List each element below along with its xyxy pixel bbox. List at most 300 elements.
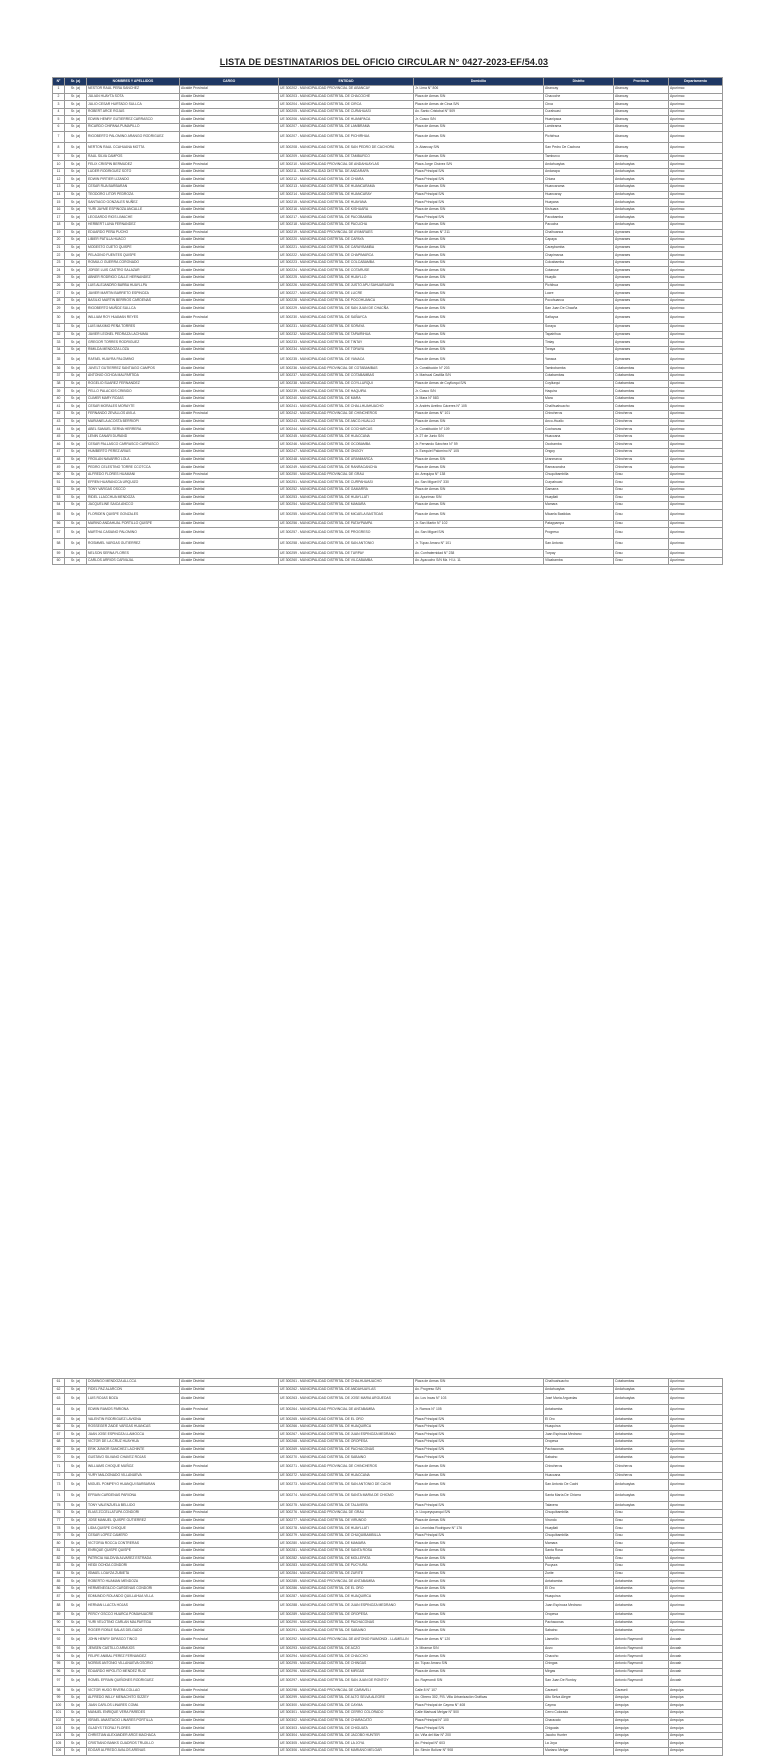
cell-name: JOSE MANUEL QUISPE GUTIERREZ <box>87 1517 180 1525</box>
cell-entidad: UE 300300 - MUNICIPALIDAD DISTRITAL DE CAYMA <box>279 1702 414 1710</box>
cell-domicilio: Plaza Principal S/N <box>414 1532 544 1540</box>
cell-distrito: Lambrama <box>544 123 614 131</box>
cell-number: 33 <box>53 339 65 347</box>
cell-departamento: Apurímac <box>669 153 723 161</box>
cell-provincia: Grau <box>614 1555 669 1563</box>
cell-entidad: UE 300242 - MUNICIPALIDAD PROVINCIAL DE CHINCHEROS <box>279 410 414 418</box>
cell-provincia: Grau <box>614 1509 669 1517</box>
document-page-1 <box>0 0 768 590</box>
cell-provincia: Aymaraes <box>614 275 669 283</box>
cell-title: Sr. (a) <box>65 1725 87 1733</box>
cell-number: 98 <box>53 1687 65 1695</box>
cell-distrito: Chalhuahuacho <box>544 1379 614 1387</box>
cell-title: Sr. (a) <box>65 509 87 520</box>
table-row <box>53 244 723 252</box>
cell-entidad: UE 300205 - MUNICIPALIDAD DISTRITAL DE CURAHUASI <box>279 108 414 116</box>
cell-domicilio: Plaza de Armas S/N <box>414 1619 544 1627</box>
cell-entidad: UE 300263 - MUNICIPALIDAD DISTRITAL DE JOSE MARIA ARGUEDAS <box>279 1394 414 1405</box>
cell-distrito: Andahuaylas <box>544 1386 614 1394</box>
cell-name: HERBERT LUNA FERNANDEZ <box>87 221 180 229</box>
cell-provincia: Grau <box>614 520 669 528</box>
cell-entidad: UE 300252 - MUNICIPALIDAD DISTRITAL DE GAMARRA <box>279 486 414 494</box>
cell-departamento: Apurímac <box>669 116 723 124</box>
cell-departamento: Apurímac <box>669 229 723 237</box>
cell-entidad: UE 300301 - MUNICIPALIDAD DISTRITAL DE CERRO COLORADO <box>279 1710 414 1718</box>
table-row <box>53 1438 723 1446</box>
table-row <box>53 93 723 101</box>
cell-departamento: Apurímac <box>669 1438 723 1446</box>
cell-entidad: UE 300220 - MUNICIPALIDAD DISTRITAL DE CAPAYA <box>279 237 414 245</box>
cell-entidad: UE 300294 - MUNICIPALIDAD DISTRITAL DE CHACCHO <box>279 1653 414 1661</box>
cell-number: 51 <box>53 479 65 487</box>
cell-cargo: Alcalde Distrital <box>180 252 279 260</box>
cell-provincia: Abancay <box>614 101 669 109</box>
cell-departamento: Apurímac <box>669 123 723 131</box>
cell-cargo: Alcalde Distrital <box>180 441 279 449</box>
cell-number: 81 <box>53 1547 65 1555</box>
cell-provincia: Aymaraes <box>614 305 669 313</box>
cell-title: Sr. (a) <box>65 206 87 214</box>
cell-departamento: Apurímac <box>669 282 723 290</box>
cell-cargo: Alcalde Distrital <box>180 509 279 520</box>
table-row <box>53 1747 723 1755</box>
cell-cargo: Alcalde Distrital <box>180 1423 279 1431</box>
cell-distrito: Huayllo <box>544 275 614 283</box>
table-row <box>53 214 723 222</box>
cell-name: LEOGARDO RIOS LIMACHE <box>87 214 180 222</box>
cell-cargo: Alcalde Distrital <box>180 244 279 252</box>
cell-cargo: Alcalde Distrital <box>180 1619 279 1627</box>
cell-departamento: Apurímac <box>669 502 723 510</box>
cell-departamento: Arequipa <box>669 1725 723 1733</box>
cell-distrito: Huayana <box>544 199 614 207</box>
cell-number: 57 <box>53 528 65 539</box>
cell-name: PEDRO CELESTINO TORRE CCOTCCA <box>87 464 180 472</box>
cell-cargo: Alcalde Distrital <box>180 297 279 305</box>
cell-entidad: UE 300227 - MUNICIPALIDAD DISTRITAL DE LUCRE <box>279 290 414 298</box>
cell-entidad: UE 300260 - MUNICIPALIDAD DISTRITAL DE VILCABAMBA <box>279 557 414 565</box>
cell-cargo: Alcalde Distrital <box>180 433 279 441</box>
cell-title: Sr. (a) <box>65 1438 87 1446</box>
cell-cargo: Alcalde Provincial <box>180 229 279 237</box>
cell-entidad: UE 300305 - MUNICIPALIDAD DISTRITAL DE LA JOYA <box>279 1740 414 1748</box>
cell-domicilio: Plaza Principal S/N <box>414 1446 544 1454</box>
cell-provincia: Arequipa <box>614 1747 669 1755</box>
cell-number: 28 <box>53 297 65 305</box>
cell-domicilio: Jr. Constitución N° 109 <box>414 426 544 434</box>
cell-departamento: Apurímac <box>669 1578 723 1586</box>
cell-provincia: Aymaraes <box>614 290 669 298</box>
cell-provincia: Chincheros <box>614 464 669 472</box>
cell-entidad: UE 300291 - MUNICIPALIDAD DISTRITAL DE SABAINO <box>279 1627 414 1635</box>
cell-entidad: UE 300275 - MUNICIPALIDAD DISTRITAL DE TALAVERA <box>279 1502 414 1510</box>
cell-cargo: Alcalde Distrital <box>180 176 279 184</box>
table-row <box>53 1423 723 1431</box>
cell-provincia: Antabamba <box>614 1431 669 1439</box>
cell-domicilio: Calle 8 N° 107 <box>414 1687 544 1695</box>
cell-number: 5 <box>53 116 65 124</box>
cell-domicilio: Plaza de Armas S/N <box>414 1472 544 1480</box>
cell-name: JORGE LUIS CASTRO SALAZAR <box>87 267 180 275</box>
cell-provincia: Andahuaylas <box>614 1502 669 1510</box>
cell-cargo: Alcalde Distrital <box>180 168 279 176</box>
cell-name: EDWIN PIRTIER LIZANDO <box>87 176 180 184</box>
cell-domicilio: Plaza de Armas S/N <box>414 267 544 275</box>
cell-provincia: Antabamba <box>614 1446 669 1454</box>
cell-domicilio: Plaza de Armas S/N <box>414 1547 544 1555</box>
cell-number: 99 <box>53 1694 65 1702</box>
cell-entidad: UE 300299 - MUNICIPALIDAD DISTRITAL DE ALTO SELVA ALEGRE <box>279 1694 414 1702</box>
cell-cargo: Alcalde Distrital <box>180 153 279 161</box>
cell-provincia: Antabamba <box>614 1405 669 1416</box>
cell-title: Sr. (a) <box>65 1502 87 1510</box>
table-row <box>53 456 723 464</box>
cell-departamento: Apurímac <box>669 1612 723 1620</box>
cell-departamento: Apurímac <box>669 479 723 487</box>
cell-entidad: UE 300265 - MUNICIPALIDAD DISTRITAL DE EL ORO <box>279 1416 414 1424</box>
cell-departamento: Apurímac <box>669 1563 723 1571</box>
table-row <box>53 479 723 487</box>
cell-distrito: Santa Rosa <box>544 1547 614 1555</box>
cell-cargo: Alcalde Distrital <box>180 528 279 539</box>
cell-number: 78 <box>53 1525 65 1533</box>
cell-distrito: Huaquirca <box>544 1423 614 1431</box>
cell-title: Sr. (a) <box>65 373 87 381</box>
cell-number: 90 <box>53 1619 65 1627</box>
cell-title: Sr. (a) <box>65 244 87 252</box>
cell-domicilio: Av. Apurímac S/N <box>414 494 544 502</box>
cell-distrito: Mollepata <box>544 1555 614 1563</box>
cell-domicilio: Av. San Miguel N° 330 <box>414 479 544 487</box>
cell-provincia: Arequipa <box>614 1694 669 1702</box>
table-row <box>53 161 723 169</box>
cell-entidad: UE 300244 - MUNICIPALIDAD DISTRITAL DE COCHARCAS <box>279 426 414 434</box>
cell-number: 91 <box>53 1627 65 1635</box>
cell-departamento: Apurímac <box>669 373 723 381</box>
cell-title: Sr. (a) <box>65 267 87 275</box>
cell-domicilio: Jr. Fernando Sánchez N° 59 <box>414 441 544 449</box>
cell-entidad: UE 300254 - MUNICIPALIDAD DISTRITAL DE MAMARA <box>279 502 414 510</box>
table-row <box>53 1687 723 1695</box>
table-row <box>53 1578 723 1586</box>
cell-entidad: UE 300248 - MUNICIPALIDAD DISTRITAL DE URANMARCA <box>279 456 414 464</box>
cell-name: NELSON SERNA FLORES <box>87 550 180 558</box>
cell-provincia: Andahuaylas <box>614 214 669 222</box>
cell-provincia: Cotabambas <box>614 380 669 388</box>
cell-name: HERMENEGILDO CARDENAS CONDORI <box>87 1585 180 1593</box>
cell-departamento: Apurímac <box>669 183 723 191</box>
cell-name: ROSMMEL VARGAS GUTIERREZ <box>87 539 180 550</box>
cell-cargo: Alcalde Distrital <box>180 1394 279 1405</box>
cell-title: Sr. (a) <box>65 426 87 434</box>
cell-departamento: Apurímac <box>669 221 723 229</box>
cell-number: 46 <box>53 441 65 449</box>
cell-distrito: Pataypampa <box>544 520 614 528</box>
cell-name: CLIMER MARY ROJAS <box>87 395 180 403</box>
cell-distrito: Huayllati <box>544 494 614 502</box>
cell-entidad: UE 300204 - MUNICIPALIDAD DISTRITAL DE CIRCA <box>279 101 414 109</box>
table-row <box>53 1612 723 1620</box>
table-row <box>53 380 723 388</box>
cell-title: Sr. (a) <box>65 1653 87 1661</box>
cell-title: Sr. (a) <box>65 1747 87 1755</box>
cell-distrito: Tambobamba <box>544 365 614 373</box>
cell-departamento: Apurímac <box>669 161 723 169</box>
cell-domicilio: Av. San Miguel S/N <box>414 528 544 539</box>
cell-cargo: Alcalde Distrital <box>180 1540 279 1548</box>
table-header-row <box>53 78 723 86</box>
cell-provincia: Antonio Raymondi <box>614 1653 669 1661</box>
cell-domicilio: Plaza de Armas S/N <box>414 346 544 354</box>
cell-distrito: Sañayca <box>544 313 614 324</box>
cell-entidad: UE 300289 - MUNICIPALIDAD DISTRITAL DE OROPESA <box>279 1612 414 1620</box>
table-row <box>53 550 723 558</box>
cell-entidad: UE 300221 - MUNICIPALIDAD DISTRITAL DE CARAYBAMBA <box>279 244 414 252</box>
cell-title: Sr. (a) <box>65 410 87 418</box>
cell-number: 66 <box>53 1423 65 1431</box>
cell-domicilio: Jr. Lima N° 806 <box>414 86 544 94</box>
cell-provincia: Chincheros <box>614 426 669 434</box>
cell-provincia: Abancay <box>614 116 669 124</box>
cell-entidad: UE 300219 - MUNICIPALIDAD PROVINCIAL DE AYMARAES <box>279 229 414 237</box>
cell-number: 29 <box>53 305 65 313</box>
table-row <box>53 221 723 229</box>
cell-number: 49 <box>53 464 65 472</box>
cell-title: Sr. (a) <box>65 252 87 260</box>
cell-departamento: Apurímac <box>669 550 723 558</box>
table-row <box>53 1491 723 1502</box>
cell-distrito: Huaccana <box>544 1472 614 1480</box>
cell-name: MARINO ANDAHUAL PORTILLO QUISPE <box>87 520 180 528</box>
cell-distrito: Chuquibambilla <box>544 471 614 479</box>
cell-entidad: UE 300216 - MUNICIPALIDAD DISTRITAL DE KISHUARA <box>279 206 414 214</box>
cell-number: 80 <box>53 1540 65 1548</box>
cell-distrito: Abancay <box>544 86 614 94</box>
cell-entidad: UE 300290 - MUNICIPALIDAD DISTRITAL DE PACHACONAS <box>279 1619 414 1627</box>
cell-provincia: Antonio Raymondi <box>614 1661 669 1669</box>
cell-title: Sr. (a) <box>65 183 87 191</box>
cell-entidad: UE 300232 - MUNICIPALIDAD DISTRITAL DE TAPAIRIHUA <box>279 331 414 339</box>
cell-name: CESAR RUA BARBARAN <box>87 183 180 191</box>
cell-title: Sr. (a) <box>65 161 87 169</box>
cell-provincia: Grau <box>614 539 669 550</box>
cell-number: 8 <box>53 142 65 153</box>
cell-domicilio: Plaza Principal S/N <box>414 1502 544 1510</box>
cell-number: 68 <box>53 1438 65 1446</box>
cell-title: Sr. (a) <box>65 153 87 161</box>
cell-domicilio: Plaza de Armas S/N <box>414 1570 544 1578</box>
cell-provincia: Grau <box>614 1517 669 1525</box>
cell-name: VICTOR HUGO RIVERA COLLAO <box>87 1687 180 1695</box>
cell-name: NORBIS ANTONIO VILLANUEVA OSORIO <box>87 1661 180 1669</box>
cell-departamento: Apurímac <box>669 1386 723 1394</box>
cell-departamento: Arequipa <box>669 1717 723 1725</box>
cell-title: Sr. (a) <box>65 229 87 237</box>
cell-domicilio: Plaza de Armas S/N <box>414 464 544 472</box>
cell-cargo: Alcalde Distrital <box>180 456 279 464</box>
cell-name: LUIS ROJAS BOZA <box>87 1394 180 1405</box>
cell-title: Sr. (a) <box>65 1517 87 1525</box>
cell-provincia: Grau <box>614 1540 669 1548</box>
cell-title: Sr. (a) <box>65 494 87 502</box>
cell-provincia: Aymaraes <box>614 339 669 347</box>
cell-domicilio: Jr. Constitución N° 203 <box>414 365 544 373</box>
cell-distrito: Chacoche <box>544 93 614 101</box>
cell-name: GUSTAVO SILVANO CHAVEZ ROJAS <box>87 1454 180 1462</box>
table-row <box>53 433 723 441</box>
cell-distrito: Uranmarca <box>544 456 614 464</box>
cell-distrito: Chiara <box>544 176 614 184</box>
cell-distrito: Huaccana <box>544 433 614 441</box>
table-row <box>53 441 723 449</box>
cell-domicilio: Plaza Principal S/N <box>414 176 544 184</box>
cell-title: Sr. (a) <box>65 1601 87 1612</box>
cell-distrito: Cayma <box>544 1702 614 1710</box>
cell-number: 1 <box>53 86 65 94</box>
cell-departamento: Apurímac <box>669 267 723 275</box>
cell-title: Sr. (a) <box>65 1627 87 1635</box>
table-row <box>53 313 723 324</box>
cell-domicilio: Plaza de Armas S/N <box>414 275 544 283</box>
cell-name: GLADYS TECRAJ FLORES <box>87 1725 180 1733</box>
cell-entidad: UE 300211 - MUNICIPALIDAD DISTRITAL DE ANDARAPA <box>279 168 414 176</box>
cell-domicilio: Av. Arequipa N° 138 <box>414 471 544 479</box>
cell-domicilio: Plaza de Armas S/N <box>414 324 544 332</box>
cell-provincia: Aymaraes <box>614 259 669 267</box>
cell-title: Sr. (a) <box>65 191 87 199</box>
cell-distrito: Huancaray <box>544 191 614 199</box>
cell-distrito: Huaquirca <box>544 1593 614 1601</box>
cell-name: MARTHA CASIANO PALOMINO <box>87 528 180 539</box>
cell-provincia: Aymaraes <box>614 282 669 290</box>
table-row <box>53 1555 723 1563</box>
cell-title: Sr. (a) <box>65 1454 87 1462</box>
cell-number: 3 <box>53 101 65 109</box>
cell-provincia: Grau <box>614 494 669 502</box>
cell-departamento: Áncash <box>669 1653 723 1661</box>
cell-name: ALFREDO WILLY MENACHITO SIZZEY <box>87 1694 180 1702</box>
cell-provincia: Aymaraes <box>614 297 669 305</box>
cell-cargo: Alcalde Distrital <box>180 1563 279 1571</box>
cell-distrito: Haquira <box>544 388 614 396</box>
cell-name: WILLIAM ROY HUAMAN REYES <box>87 313 180 324</box>
cell-departamento: Apurímac <box>669 168 723 176</box>
cell-cargo: Alcalde Distrital <box>180 1446 279 1454</box>
cell-number: 76 <box>53 1509 65 1517</box>
cell-name: FROILAN NAVARRO LOLA <box>87 456 180 464</box>
cell-entidad: UE 300264 - MUNICIPALIDAD PROVINCIAL DE ANTABAMBA <box>279 1405 414 1416</box>
cell-entidad: UE 300266 - MUNICIPALIDAD DISTRITAL DE HUAQUIRCA <box>279 1423 414 1431</box>
cell-cargo: Alcalde Distrital <box>180 1676 279 1687</box>
table-row <box>53 131 723 142</box>
cell-provincia: Cotabambas <box>614 1379 669 1387</box>
table-row <box>53 168 723 176</box>
cell-departamento: Apurímac <box>669 101 723 109</box>
cell-name: JAVIER MARTIN BARRETO ESPINOZA <box>87 290 180 298</box>
cell-domicilio: Av. Viña del Mar N° 200 <box>414 1732 544 1740</box>
cell-domicilio: Av. Confraternidad N° 238 <box>414 550 544 558</box>
cell-title: Sr. (a) <box>65 1619 87 1627</box>
cell-entidad: UE 300279 - MUNICIPALIDAD DISTRITAL DE CHUQUIBAMBILLA <box>279 1532 414 1540</box>
cell-departamento: Apurímac <box>669 252 723 260</box>
cell-departamento: Apurímac <box>669 339 723 347</box>
cell-provincia: Chincheros <box>614 1461 669 1472</box>
cell-departamento: Áncash <box>669 1668 723 1676</box>
cell-cargo: Alcalde Distrital <box>180 331 279 339</box>
cell-provincia: Cotabambas <box>614 365 669 373</box>
cell-distrito: Pucyura <box>544 1563 614 1571</box>
table-row <box>53 331 723 339</box>
cell-departamento: Apurímac <box>669 1509 723 1517</box>
cell-number: 103 <box>53 1725 65 1733</box>
cell-number: 25 <box>53 275 65 283</box>
cell-title: Sr. (a) <box>65 259 87 267</box>
cell-number: 34 <box>53 346 65 354</box>
cell-name: YURI JAYME ESPINOZA ANCALLE <box>87 206 180 214</box>
cell-domicilio: Plaza de Armas S/N <box>414 206 544 214</box>
table-row <box>53 346 723 354</box>
cell-domicilio: Plaza de Armas S/N <box>414 1585 544 1593</box>
cell-departamento: Apurímac <box>669 1585 723 1593</box>
cell-entidad: UE 300236 - MUNICIPALIDAD PROVINCIAL DE COTABAMBAS <box>279 365 414 373</box>
cell-cargo: Alcalde Provincial <box>180 1687 279 1695</box>
cell-number: 38 <box>53 380 65 388</box>
cell-distrito: Antabamba <box>544 1405 614 1416</box>
cell-departamento: Apurímac <box>669 1379 723 1387</box>
table-row <box>53 388 723 396</box>
cell-name: CESAR PALLASCO CARRASCO CARRASCO <box>87 441 180 449</box>
table-row <box>53 1431 723 1439</box>
cell-domicilio: Plaza Jorge Chávez S/N <box>414 161 544 169</box>
cell-distrito: Turpay <box>544 550 614 558</box>
table-row <box>53 1540 723 1548</box>
cell-entidad: UE 300261 - MUNICIPALIDAD DISTRITAL DE CHALHUAHUACHO <box>279 1379 414 1387</box>
table-row <box>53 486 723 494</box>
cell-provincia: Grau <box>614 471 669 479</box>
cell-number: 106 <box>53 1747 65 1755</box>
table-row <box>53 464 723 472</box>
cell-domicilio: Plaza de Armas S/N <box>414 123 544 131</box>
cell-provincia: Antabamba <box>614 1454 669 1462</box>
col-header-distrito: Distrito <box>544 78 614 86</box>
cell-cargo: Alcalde Distrital <box>180 1627 279 1635</box>
cell-title: Sr. (a) <box>65 346 87 354</box>
col-header-name: NOMBRES Y APELLIDOS <box>87 78 180 86</box>
table-row <box>53 418 723 426</box>
cell-departamento: Apurímac <box>669 1547 723 1555</box>
cell-departamento: Apurímac <box>669 388 723 396</box>
cell-number: 7 <box>53 131 65 142</box>
cell-domicilio: Plaza de Armas S/N <box>414 259 544 267</box>
cell-departamento: Apurímac <box>669 93 723 101</box>
cell-provincia: Antabamba <box>614 1619 669 1627</box>
cell-name: ROSSEGER ZAIDE VARGAS HUANCAS <box>87 1423 180 1431</box>
cell-title: Sr. (a) <box>65 1717 87 1725</box>
cell-number: 92 <box>53 1634 65 1645</box>
cell-number: 75 <box>53 1502 65 1510</box>
cell-distrito: Andahuaylas <box>544 161 614 169</box>
cell-distrito: Tamburco <box>544 153 614 161</box>
cell-title: Sr. (a) <box>65 1394 87 1405</box>
cell-number: 36 <box>53 365 65 373</box>
cell-provincia: Chincheros <box>614 441 669 449</box>
cell-title: Sr. (a) <box>65 1431 87 1439</box>
cell-number: 21 <box>53 244 65 252</box>
table-row <box>53 1676 723 1687</box>
cell-distrito: Zurite <box>544 1570 614 1578</box>
cell-departamento: Apurímac <box>669 1619 723 1627</box>
cell-distrito: Characato <box>544 1717 614 1725</box>
